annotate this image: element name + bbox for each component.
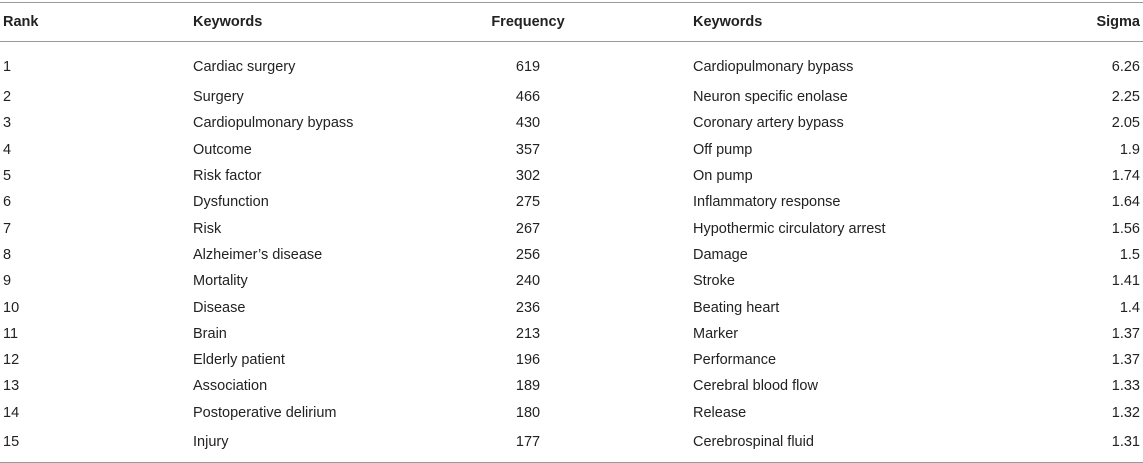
table-body <box>0 42 1143 463</box>
cell-keyword-frequency: Mortality <box>193 273 248 290</box>
table-row <box>0 400 1143 426</box>
cell-rank: 3 <box>3 115 12 132</box>
table-row <box>0 110 1143 136</box>
cell-keyword-sigma: Inflammatory response <box>693 194 841 211</box>
cell-rank: 2 <box>3 89 12 106</box>
cell-frequency: 236 <box>515 299 541 316</box>
cell-sigma: 1.5 <box>1119 246 1140 263</box>
cell-rank: 6 <box>3 194 12 211</box>
cell-sigma: 1.56 <box>1111 220 1140 237</box>
cell-frequency: 357 <box>515 141 541 158</box>
header-rank: Rank <box>3 14 39 30</box>
cell-rank: 4 <box>3 141 12 158</box>
cell-keyword-sigma: Cardiopulmonary bypass <box>693 59 854 75</box>
cell-frequency: 180 <box>515 404 541 421</box>
cell-keyword-sigma: On pump <box>693 168 753 185</box>
cell-sigma: 1.64 <box>1111 194 1140 211</box>
header-keywords-sigma: Keywords <box>693 14 763 30</box>
cell-frequency: 302 <box>515 168 541 185</box>
cell-keyword-frequency: Risk <box>193 220 222 237</box>
table-row <box>0 137 1143 163</box>
cell-frequency: 240 <box>515 273 541 290</box>
cell-rank: 9 <box>3 273 12 290</box>
cell-rank: 8 <box>3 246 12 263</box>
cell-sigma: 1.9 <box>1119 141 1140 158</box>
cell-keyword-sigma: Release <box>693 404 747 421</box>
cell-sigma: 1.33 <box>1111 378 1140 395</box>
cell-keyword-sigma: Stroke <box>693 273 735 290</box>
cell-keyword-sigma: Neuron specific enolase <box>693 89 848 106</box>
cell-rank: 1 <box>3 59 12 75</box>
cell-sigma: 1.74 <box>1111 168 1140 185</box>
header-frequency: Frequency <box>491 14 565 30</box>
table-row <box>0 163 1143 189</box>
cell-rank: 12 <box>3 352 20 369</box>
table-row <box>0 373 1143 399</box>
cell-keyword-frequency: Postoperative delirium <box>193 404 337 421</box>
cell-frequency: 189 <box>515 378 541 395</box>
cell-rank: 15 <box>3 433 20 450</box>
table-header <box>0 3 1143 42</box>
cell-frequency: 177 <box>515 433 541 450</box>
cell-rank: 11 <box>3 325 19 342</box>
keywords-table <box>0 2 1143 463</box>
header-sigma: Sigma <box>1096 14 1140 30</box>
cell-sigma: 1.31 <box>1111 433 1140 450</box>
cell-keyword-sigma: Cerebrospinal fluid <box>693 433 814 450</box>
cell-keyword-sigma: Cerebral blood flow <box>693 378 818 395</box>
cell-keyword-frequency: Surgery <box>193 89 244 106</box>
table-row <box>0 84 1143 110</box>
cell-keyword-frequency: Dysfunction <box>193 194 269 211</box>
cell-sigma: 1.37 <box>1111 352 1140 369</box>
table-row <box>0 268 1143 294</box>
table-row <box>0 426 1143 463</box>
header-row <box>0 3 1143 42</box>
cell-frequency: 213 <box>515 325 541 342</box>
cell-sigma: 1.4 <box>1119 299 1140 316</box>
cell-frequency: 275 <box>515 194 541 211</box>
cell-rank: 14 <box>3 404 20 421</box>
cell-sigma: 6.26 <box>1111 59 1140 75</box>
cell-frequency: 466 <box>515 89 541 106</box>
cell-keyword-sigma: Off pump <box>693 141 753 158</box>
cell-frequency: 619 <box>515 59 541 75</box>
cell-rank: 7 <box>3 220 12 237</box>
cell-keyword-frequency: Brain <box>193 325 227 342</box>
cell-keyword-sigma: Marker <box>693 325 739 342</box>
cell-keyword-sigma: Performance <box>693 352 777 369</box>
table-row <box>0 215 1143 241</box>
table-row <box>0 294 1143 320</box>
cell-frequency: 430 <box>515 115 541 132</box>
cell-frequency: 267 <box>515 220 541 237</box>
cell-rank: 5 <box>3 168 12 185</box>
cell-keyword-sigma: Damage <box>693 246 748 263</box>
table-row <box>0 321 1143 347</box>
cell-keyword-frequency: Injury <box>193 433 229 450</box>
cell-keyword-sigma: Hypothermic circulatory arrest <box>693 220 886 237</box>
table-row <box>0 189 1143 215</box>
cell-sigma: 1.32 <box>1111 404 1140 421</box>
cell-sigma: 2.05 <box>1111 115 1140 132</box>
cell-keyword-sigma: Coronary artery bypass <box>693 115 844 132</box>
table-row <box>0 42 1143 85</box>
table-row <box>0 347 1143 373</box>
cell-sigma: 1.41 <box>1111 273 1140 290</box>
cell-rank: 10 <box>3 299 20 316</box>
cell-frequency: 256 <box>515 246 541 263</box>
cell-keyword-frequency: Outcome <box>193 141 252 158</box>
cell-sigma: 1.37 <box>1111 325 1140 342</box>
cell-keyword-frequency: Elderly patient <box>193 352 285 369</box>
cell-keyword-frequency: Risk factor <box>193 168 262 185</box>
cell-keyword-sigma: Beating heart <box>693 299 780 316</box>
cell-keyword-frequency: Cardiac surgery <box>193 59 296 75</box>
cell-sigma: 2.25 <box>1111 89 1140 106</box>
table-row <box>0 242 1143 268</box>
cell-keyword-frequency: Association <box>193 378 268 395</box>
cell-frequency: 196 <box>515 352 541 369</box>
cell-keyword-frequency: Disease <box>193 299 246 316</box>
cell-rank: 13 <box>3 378 20 395</box>
cell-keyword-frequency: Alzheimer’s disease <box>193 246 323 263</box>
header-keywords-frequency: Keywords <box>193 14 263 30</box>
cell-keyword-frequency: Cardiopulmonary bypass <box>193 115 354 132</box>
